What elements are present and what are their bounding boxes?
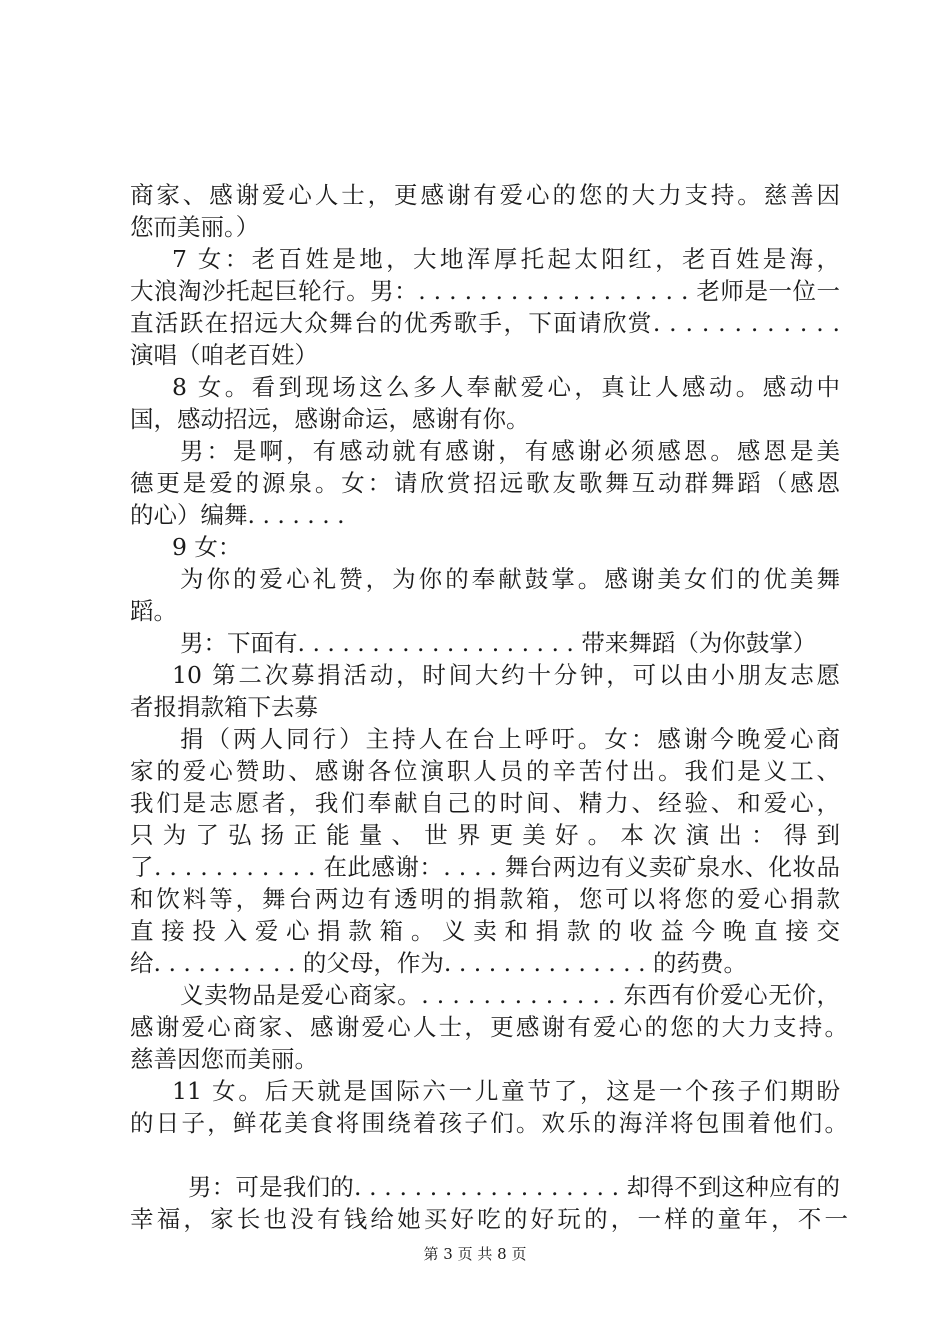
- text-line: 男：下面有. . . . . . . . . . . . . . . . . . . 带来舞蹈（为你鼓掌）: [180, 629, 817, 657]
- text-line: 者报捐款箱下去募: [130, 693, 318, 721]
- text-line: 演唱（咱老百姓）: [130, 341, 318, 369]
- text-line: 蹈。: [130, 597, 177, 625]
- text-line: 8 女。看到现场这么多人奉献爱心，真让人感动。感动中: [172, 373, 840, 401]
- text-line: 国，感动招远，感谢命运，感谢有你。: [130, 405, 530, 433]
- text-line: 11 女。后天就是国际六一儿童节了，这是一个孩子们期盼: [172, 1077, 840, 1105]
- text-line: 的日子，鲜花美食将围绕着孩子们。欢乐的海洋将包围着他们。: [130, 1109, 848, 1137]
- text-line: 直活跃在招远大众舞台的优秀歌手，下面请欣赏. . . . . . . . . . . .: [130, 309, 840, 337]
- text-line: 捐（两人同行）主持人在台上呼吁。女：感谢今晚爱心商: [180, 725, 840, 753]
- text-line: 10 第二次募捐活动，时间大约十分钟，可以由小朋友志愿: [172, 661, 840, 689]
- text-line: 我们是志愿者，我们奉献自己的时间、精力、经验、和爱心，: [130, 789, 840, 817]
- text-line: 义卖物品是爱心商家。. . . . . . . . . . . . . 东西有价爱心无价，: [180, 981, 840, 1009]
- text-line: 幸福，家长也没有钱给她买好吃的好玩的，一样的童年，不一: [130, 1205, 848, 1233]
- text-line: 给. . . . . . . . . . 的父母，作为. . . . . . . . . . . . . . 的药费。: [130, 949, 748, 977]
- text-line: 9 女：: [172, 533, 242, 561]
- text-line: 男：是啊，有感动就有感谢，有感谢必须感恩。感恩是美: [180, 437, 840, 465]
- text-line: 慈善因您而美丽。: [130, 1045, 318, 1073]
- text-line: 家的爱心赞助、感谢各位演职人员的辛苦付出。我们是义工、: [130, 757, 840, 785]
- text-line: 德更是爱的源泉。女：请欣赏招远歌友歌舞互动群舞蹈（感恩: [130, 469, 840, 497]
- text-line: 了. . . . . . . . . . . 在此感谢：. . . . 舞台两边有义卖矿泉水、化妆品: [130, 853, 840, 881]
- text-line: 感谢爱心商家、感谢爱心人士，更感谢有爱心的您的大力支持。: [130, 1013, 848, 1041]
- text-line: 您而美丽。）: [130, 213, 260, 241]
- page-footer: 第 3 页 共 8 页: [423, 1245, 527, 1263]
- text-line: 男：可是我们的. . . . . . . . . . . . . . . . . . 却得不到这种应有的: [188, 1173, 840, 1201]
- text-line: 的心）编舞. . . . . . .: [130, 501, 345, 529]
- text-line: 只为了弘扬正能量、世界更美好。本次演出：得到: [130, 821, 840, 849]
- text-line: 商家、感谢爱心人士，更感谢有爱心的您的大力支持。慈善因: [130, 181, 840, 209]
- text-line: 7 女：老百姓是地，大地浑厚托起太阳红，老百姓是海，: [172, 245, 840, 273]
- text-line: 为你的爱心礼赞，为你的奉献鼓掌。感谢美女们的优美舞: [180, 565, 840, 593]
- text-line: 大浪淘沙托起巨轮行。男：. . . . . . . . . . . . . . . . . . 老师是一位一: [130, 277, 840, 305]
- text-line: 直接投入爱心捐款箱。义卖和捐款的收益今晚直接交: [130, 917, 840, 945]
- text-line: 和饮料等，舞台两边有透明的捐款箱，您可以将您的爱心捐款: [130, 885, 840, 913]
